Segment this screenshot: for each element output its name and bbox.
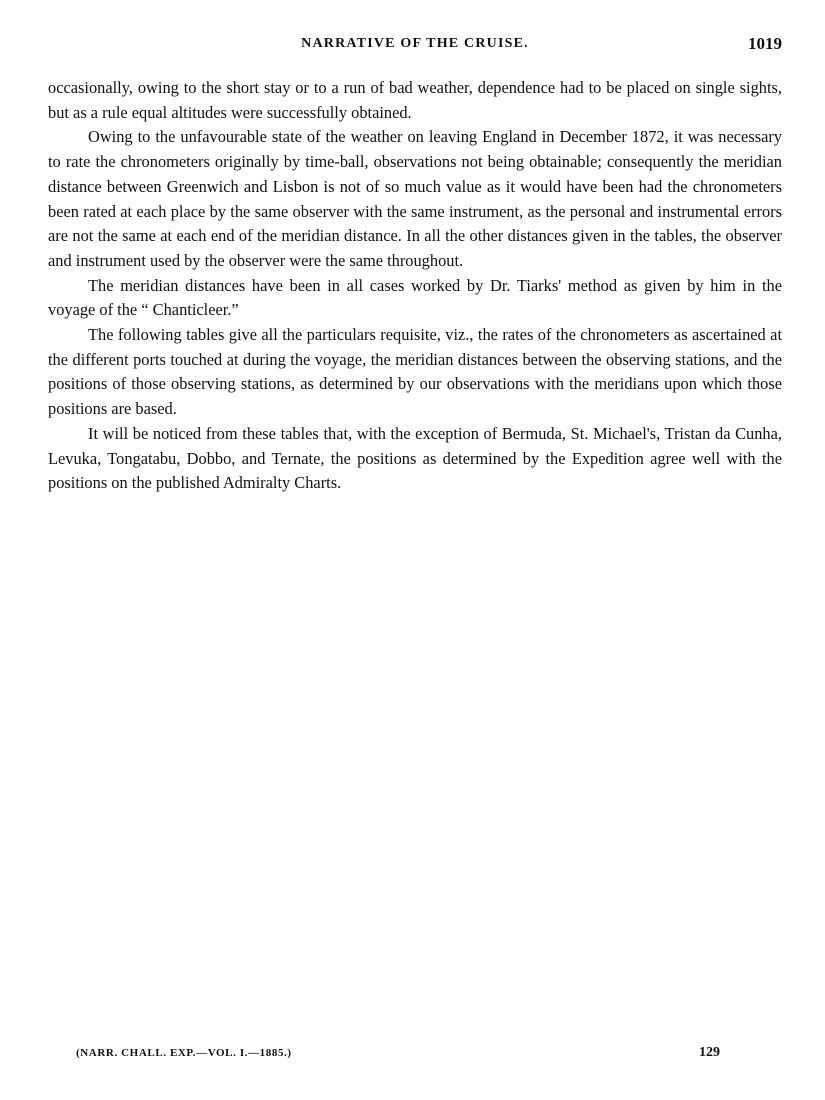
running-title: NARRATIVE OF THE CRUISE. xyxy=(301,36,529,51)
page-number: 1019 xyxy=(748,34,782,53)
footer-signature-number: 129 xyxy=(699,1045,720,1060)
paragraph-continuation: occasionally, owing to the short stay or to a run of bad weather, dependence had to be placed on single sights, but as a rule equal altitudes were successfully obtained. xyxy=(48,78,782,122)
paragraph-positions-notice: It will be noticed from these tables that, with the exception of Bermuda, St. Michael's, Tristan da Cunha, Levuka, Tongatabu, Dobbo, and Ternate, the positions as determined by the Expedition agree well with the positions on the published Admiralty Charts. xyxy=(48,423,782,493)
footer xyxy=(76,1047,720,1067)
paragraph-tables-description: The following tables give all the particulars requisite, viz., the rates of the chronometers as ascertained at the different ports touched at during the voyage, the meridian distances between the observing stations, and the positions of those observing stations, as determined by our observations with the meridians upon which those positions are based. xyxy=(48,325,782,419)
running-head xyxy=(48,34,782,56)
body-text xyxy=(48,76,782,496)
paragraph-chronometer-rating: Owing to the unfavourable state of the weather on leaving England in December 1872, it was necessary to rate the chronometers originally by time-ball, observations not being obtainable; consequently the meridian distance between Greenwich and Lisbon is not of so much value as it would have been had the chronometers been rated at each place by the same observer with the same instrument, as the personal and instrumental errors are not the same at each end of the meridian distance. In all the other distances given in the tables, the observer and instrument used by the observer were the same throughout. xyxy=(48,127,782,270)
paragraph-tiarks-method: The meridian distances have been in all cases worked by Dr. Tiarks' method as given by him in the voyage of the “ Chanticleer.” xyxy=(48,275,782,320)
footer-signature: (NARR. CHALL. EXP.—VOL. I.—1885.) xyxy=(76,1047,292,1059)
